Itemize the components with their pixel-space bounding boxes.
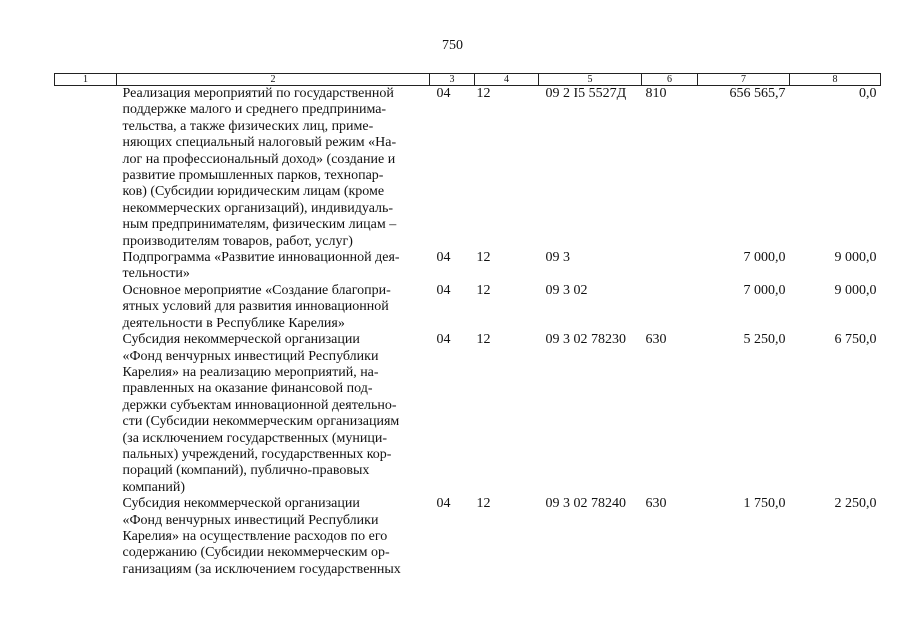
item-name-line: пораций (компаний), публично-правовых [122, 463, 370, 479]
table-row [55, 250, 881, 283]
item-name-cell [117, 250, 430, 283]
row-number-cell [55, 86, 117, 251]
row-number-cell [55, 496, 117, 578]
budget-table [54, 73, 881, 578]
item-name-line: Карелия» на осуществление расходов по его [122, 528, 388, 544]
item-name-cell [117, 332, 430, 496]
item-name-line: производителям товаров, работ, услуг) [122, 233, 353, 249]
item-name-cell [117, 496, 430, 578]
item-name-line: тельства, а также физических лиц, приме- [122, 118, 374, 134]
expense-type-cell: 630 [645, 332, 667, 348]
header-cell-2: 2 [117, 74, 430, 86]
item-name-line: тельности» [122, 266, 190, 282]
section-cell: 04 [436, 332, 451, 348]
header-cell-8: 8 [790, 74, 881, 86]
subsection-cell: 12 [476, 332, 491, 348]
item-name-line: Реализация мероприятий по государственной [122, 86, 394, 101]
header-cell-5: 5 [539, 74, 642, 86]
expense-type-cell [642, 250, 698, 283]
subsection-cell: 12 [476, 250, 491, 266]
header-cell-4: 4 [475, 74, 539, 86]
subsection-cell: 12 [476, 282, 491, 298]
section-cell: 04 [436, 282, 451, 298]
amount-year1-cell: 7 000,0 [743, 250, 786, 266]
header-cell-1: 1 [55, 74, 117, 86]
target-article-cell: 09 3 02 [545, 282, 588, 298]
amount-year2-cell: 0,0 [859, 86, 877, 101]
amount-year1-cell: 7 000,0 [743, 282, 786, 298]
header-cell-7: 7 [698, 74, 790, 86]
table-row [55, 86, 881, 251]
item-name-line: компаний) [122, 479, 186, 495]
row-number-cell [55, 250, 117, 283]
table-body [55, 86, 881, 579]
item-name-line: няющих специальный налоговый режим «На- [122, 135, 397, 151]
subsection-cell: 12 [476, 86, 491, 101]
item-name-cell [117, 283, 430, 332]
item-name-line: ятных условий для развития инновационной [122, 299, 389, 315]
table-row [55, 496, 881, 578]
table-row [55, 283, 881, 332]
item-name-line: деятельности в Республике Карелия» [122, 315, 345, 331]
item-name-line: держки субъектам инновационной деятельно- [122, 397, 397, 413]
expense-type-cell [642, 283, 698, 332]
item-name-line: ков) (Субсидии юридическим лицам (кроме [122, 184, 385, 200]
item-name-line: правленных на оказание финансовой под- [122, 381, 373, 397]
item-name-line: Подпрограмма «Развитие инновационной дея- [122, 250, 400, 266]
item-name-line: Основное мероприятие «Создание благопри- [122, 282, 391, 298]
item-name-line: сти (Субсидии некоммерческим организациям [122, 414, 400, 430]
item-name-line: Карелия» на реализацию мероприятий, на- [122, 364, 379, 380]
section-cell: 04 [436, 496, 451, 512]
row-number-cell [55, 283, 117, 332]
item-name-line: развитие промышленных парков, технопар- [122, 168, 384, 184]
item-name-line: «Фонд венчурных инвестиций Республики [122, 512, 379, 528]
target-article-cell: 09 3 02 78240 [545, 496, 626, 512]
item-name-cell [117, 86, 430, 251]
item-name-line: лог на профессиональный доход» (создание и [122, 151, 396, 167]
item-name-line: Субсидия некоммерческой организации [122, 332, 360, 348]
item-name-line: «Фонд венчурных инвестиций Республики [122, 348, 379, 364]
item-name-line: поддержке малого и среднего предпринима- [122, 102, 387, 118]
expense-type-cell: 630 [645, 496, 667, 512]
target-article-cell: 09 3 02 78230 [545, 332, 626, 348]
item-name-line: содержанию (Субсидии некоммерческим ор- [122, 545, 390, 561]
item-name-line: Субсидия некоммерческой организации [122, 496, 360, 512]
amount-year2-cell: 2 250,0 [834, 496, 877, 512]
item-name-line: некоммерческих организаций), индивидуаль- [122, 200, 394, 216]
amount-year1-cell: 656 565,7 [729, 86, 786, 101]
header-cell-3: 3 [430, 74, 475, 86]
item-name-line: пальных) учреждений, государственных кор- [122, 446, 392, 462]
subsection-cell: 12 [476, 496, 491, 512]
item-name-line: ным предпринимателям, физическим лицам – [122, 217, 397, 233]
amount-year2-cell: 9 000,0 [834, 250, 877, 266]
amount-year1-cell: 1 750,0 [743, 496, 786, 512]
target-article-cell: 09 3 [545, 250, 570, 266]
section-cell: 04 [436, 250, 451, 266]
section-cell: 04 [436, 86, 451, 101]
table-header [55, 74, 881, 86]
row-number-cell [55, 332, 117, 496]
amount-year1-cell: 5 250,0 [743, 332, 786, 348]
item-name-line: ганизациям (за исключением государственных [122, 561, 401, 577]
item-name-line: (за исключением государственных (муници- [122, 430, 387, 446]
table-row [55, 332, 881, 496]
amount-year2-cell: 9 000,0 [834, 282, 877, 298]
amount-year2-cell: 6 750,0 [834, 332, 877, 348]
target-article-cell: 09 2 I5 5527Д [545, 86, 627, 101]
header-cell-6: 6 [642, 74, 698, 86]
expense-type-cell: 810 [645, 86, 667, 101]
page-number: 750 [442, 38, 463, 53]
header-row [55, 74, 881, 86]
